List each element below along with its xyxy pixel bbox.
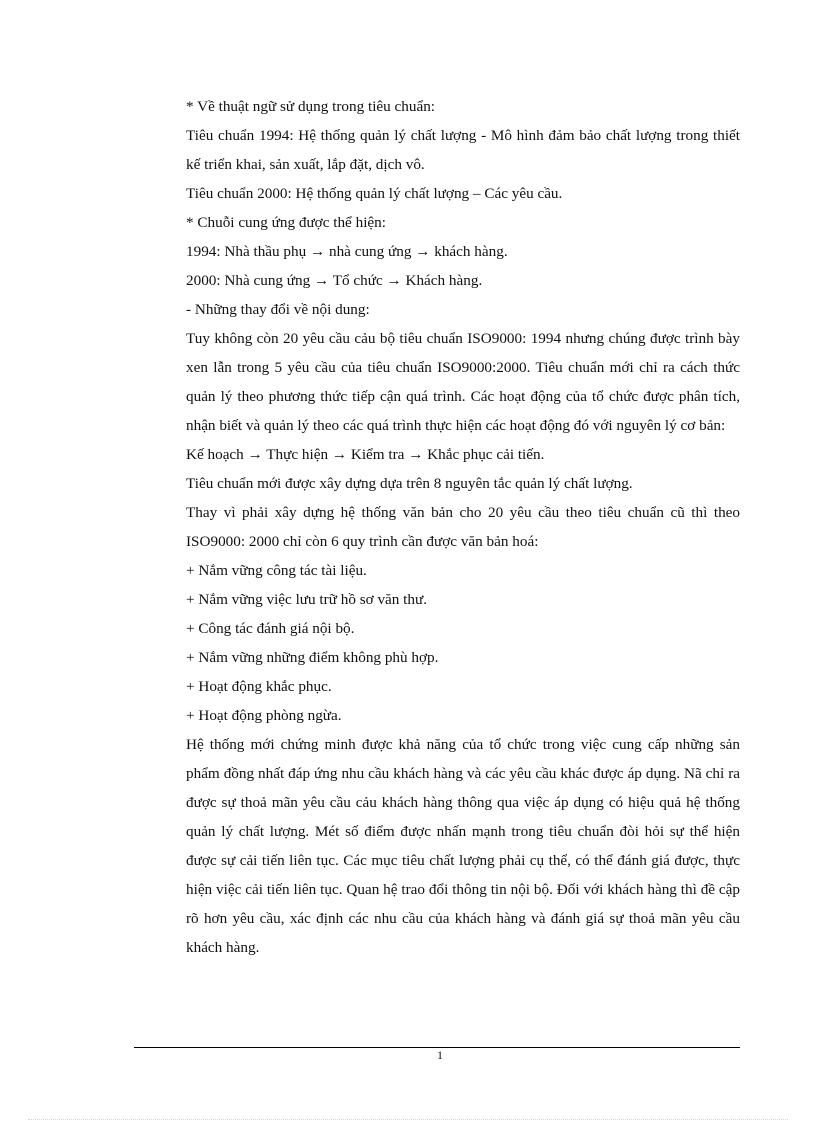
- list-item: + Nắm vững công tác tài liệu.: [186, 562, 367, 579]
- paragraph-documentation: Thay vì phải xây dựng hệ thống văn bản cho 20 yêu cầu theo tiêu chuẩn cũ thì theo ISO9000: 2000 chỉ còn 6 quy trình cần được văn bản hoá:: [186, 504, 740, 550]
- list-item: + Nắm vững việc lưu trữ hồ sơ văn thư.: [186, 591, 428, 608]
- paragraph-requirements: Tuy không còn 20 yêu cầu cảu bộ tiêu chuẩn ISO9000: 1994 nhưng chúng được trình bày xen lẫn trong 5 yêu cầu của tiêu chuẩn ISO9000:2000. Tiêu chuẩn mới chỉ ra cách thức quản lý theo phương thức tiếp cận quá trình. Các hoạt động của tổ chức được phân tích, nhận biết và quản lý theo các quá trình thực hiện các hoạt động đó với nguyên lý cơ bản:: [186, 330, 740, 434]
- page-number: 1: [437, 1048, 443, 1062]
- list-item: + Hoạt động phòng ngừa.: [186, 707, 342, 724]
- supply-chain-1994: 1994: Nhà thầu phụ → nhà cung ứng → khách hàng.: [186, 243, 508, 260]
- list-item: + Công tác đánh giá nội bộ.: [186, 620, 355, 637]
- paragraph-standard-1994: Tiêu chuẩn 1994: Hệ thống quản lý chất lượng - Mô hình đảm bảo chất lượng trong thiết kế triển khai, sản xuất, lắp đặt, dịch vô.: [186, 127, 740, 173]
- pdca-cycle: Kế hoạch → Thực hiện → Kiểm tra → Khắc phục cải tiến.: [186, 446, 545, 463]
- heading-content-changes: - Những thay đổi về nội dung:: [186, 301, 370, 318]
- paragraph-principles: Tiêu chuẩn mới được xây dựng dựa trên 8 nguyên tắc quản lý chất lượng.: [186, 475, 633, 492]
- document-body: [186, 92, 740, 962]
- heading-terminology: * Về thuật ngữ sử dụng trong tiêu chuẩn:: [186, 98, 436, 115]
- list-item: + Nắm vững những điểm không phù hợp.: [186, 649, 439, 666]
- paragraph-new-system: Hệ thống mới chứng minh được khả năng của tổ chức trong việc cung cấp những sản phẩm đồng nhất đáp ứng nhu cầu khách hàng và các yêu cầu khác được áp dụng. Nã chỉ ra được sự thoả mãn yêu cầu cảu khách hàng thông qua việc áp dụng có hiệu quả hệ thống quản lý chất lượng. Mét số điểm được nhấn mạnh trong tiêu chuẩn đòi hỏi sự thể hiện được sự cải tiến liên tục. Các mục tiêu chất lượng phải cụ thể, có thể đánh giá được, thực hiện việc cải tiến liên tục. Quan hệ trao đổi thông tin nội bộ. Đối với khách hàng thì đề cập rõ hơn yêu cầu, xác định các nhu cầu của khách hàng và đánh giá sự thoả mãn yêu cầu khách hàng.: [186, 736, 740, 956]
- supply-chain-2000: 2000: Nhà cung ứng → Tổ chức → Khách hàng.: [186, 272, 483, 289]
- list-item: + Hoạt động khắc phục.: [186, 678, 332, 695]
- heading-supply-chain: * Chuỗi cung ứng được thể hiện:: [186, 214, 386, 231]
- paragraph-standard-2000: Tiêu chuẩn 2000: Hệ thống quản lý chất lượng – Các yêu cầu.: [186, 185, 563, 202]
- page-bottom-edge: [28, 1119, 788, 1120]
